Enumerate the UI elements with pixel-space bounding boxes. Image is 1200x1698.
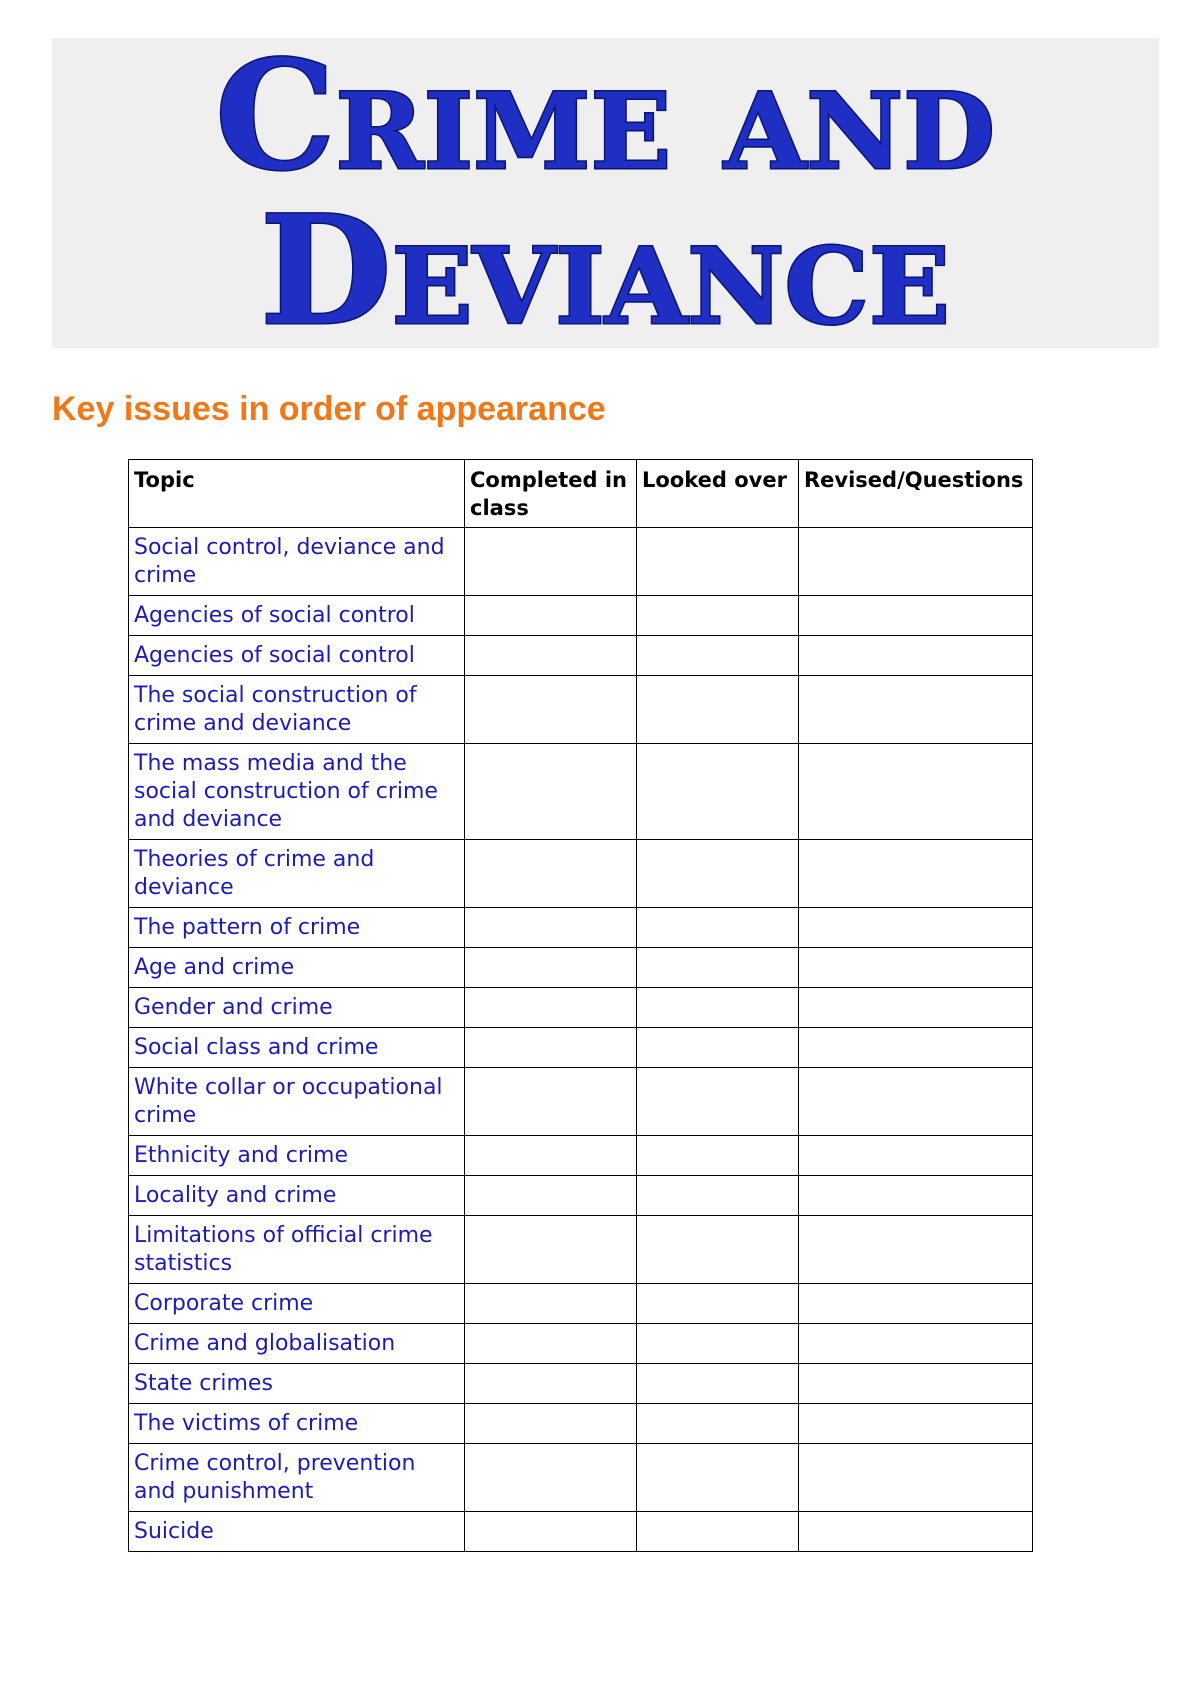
topic-cell: Theories of crime and deviance [129,840,465,908]
looked-over-cell[interactable] [637,1216,799,1284]
title-banner [52,38,1159,348]
table-row [129,636,1033,676]
table-row [129,676,1033,744]
topic-cell: The victims of crime [129,1404,465,1444]
topic-cell: Crime control, prevention and punishment [129,1444,465,1512]
topic-cell: Crime and globalisation [129,1324,465,1364]
looked-over-cell[interactable] [637,908,799,948]
table-row [129,1136,1033,1176]
revised-cell[interactable] [799,1028,1033,1068]
looked-over-cell[interactable] [637,1284,799,1324]
topic-cell: The social construction of crime and deviance [129,676,465,744]
section-heading: Key issues in order of appearance [52,390,606,428]
completed-cell[interactable] [465,1068,637,1136]
completed-cell[interactable] [465,1216,637,1284]
revised-cell[interactable] [799,744,1033,840]
looked-over-cell[interactable] [637,1028,799,1068]
looked-over-cell[interactable] [637,744,799,840]
looked-over-cell[interactable] [637,596,799,636]
table-row [129,1068,1033,1136]
completed-cell[interactable] [465,1444,637,1512]
looked-over-cell[interactable] [637,1324,799,1364]
table-row [129,1364,1033,1404]
looked-over-cell[interactable] [637,1404,799,1444]
revised-cell[interactable] [799,840,1033,908]
looked-over-cell[interactable] [637,1364,799,1404]
looked-over-cell[interactable] [637,676,799,744]
looked-over-cell[interactable] [637,1512,799,1552]
topic-checklist-table [128,459,1033,1552]
table-row [129,1324,1033,1364]
topic-cell: The pattern of crime [129,908,465,948]
looked-over-cell[interactable] [637,1136,799,1176]
completed-cell[interactable] [465,1284,637,1324]
revised-cell[interactable] [799,1068,1033,1136]
header-looked-over: Looked over [637,460,799,528]
table-row [129,596,1033,636]
table-row [129,1028,1033,1068]
revised-cell[interactable] [799,1216,1033,1284]
revised-cell[interactable] [799,988,1033,1028]
completed-cell[interactable] [465,744,637,840]
revised-cell[interactable] [799,1284,1033,1324]
table-row [129,1444,1033,1512]
topic-cell: The mass media and the social construction of crime and deviance [129,744,465,840]
topic-cell: Social control, deviance and crime [129,528,465,596]
table-row [129,988,1033,1028]
topic-cell: Gender and crime [129,988,465,1028]
table-row [129,908,1033,948]
topic-cell: Corporate crime [129,1284,465,1324]
table-row [129,1176,1033,1216]
completed-cell[interactable] [465,1404,637,1444]
revised-cell[interactable] [799,1512,1033,1552]
completed-cell[interactable] [465,988,637,1028]
topic-cell: Agencies of social control [129,636,465,676]
topic-cell: White collar or occupational crime [129,1068,465,1136]
revised-cell[interactable] [799,1364,1033,1404]
topic-cell: Locality and crime [129,1176,465,1216]
revised-cell[interactable] [799,1136,1033,1176]
completed-cell[interactable] [465,1512,637,1552]
header-topic: Topic [129,460,465,528]
revised-cell[interactable] [799,1444,1033,1512]
topic-cell: Agencies of social control [129,596,465,636]
title-line-2: Deviance [260,183,950,348]
revised-cell[interactable] [799,636,1033,676]
table-row [129,1216,1033,1284]
completed-cell[interactable] [465,1136,637,1176]
title-line-1: Crime and [215,38,996,204]
title-graphic [52,38,1159,348]
topic-cell: Age and crime [129,948,465,988]
looked-over-cell[interactable] [637,1444,799,1512]
table-row [129,1284,1033,1324]
completed-cell[interactable] [465,840,637,908]
completed-cell[interactable] [465,636,637,676]
revised-cell[interactable] [799,596,1033,636]
revised-cell[interactable] [799,528,1033,596]
completed-cell[interactable] [465,908,637,948]
completed-cell[interactable] [465,1364,637,1404]
completed-cell[interactable] [465,676,637,744]
topic-cell: Limitations of official crime statistics [129,1216,465,1284]
looked-over-cell[interactable] [637,1068,799,1136]
table-row [129,1404,1033,1444]
looked-over-cell[interactable] [637,988,799,1028]
table-row [129,528,1033,596]
looked-over-cell[interactable] [637,636,799,676]
table-row [129,948,1033,988]
table-row [129,744,1033,840]
looked-over-cell[interactable] [637,948,799,988]
completed-cell[interactable] [465,596,637,636]
completed-cell[interactable] [465,528,637,596]
revised-cell[interactable] [799,1324,1033,1364]
table-body [129,528,1033,1552]
looked-over-cell[interactable] [637,840,799,908]
header-completed-in-class: Completed in class [465,460,637,528]
completed-cell[interactable] [465,1028,637,1068]
revised-cell[interactable] [799,676,1033,744]
revised-cell[interactable] [799,1404,1033,1444]
topic-cell: State crimes [129,1364,465,1404]
looked-over-cell[interactable] [637,528,799,596]
topic-cell: Ethnicity and crime [129,1136,465,1176]
completed-cell[interactable] [465,1324,637,1364]
completed-cell[interactable] [465,948,637,988]
revised-cell[interactable] [799,948,1033,988]
completed-cell[interactable] [465,1176,637,1216]
table-header-row [129,460,1033,528]
table-row [129,840,1033,908]
topic-cell: Suicide [129,1512,465,1552]
revised-cell[interactable] [799,1176,1033,1216]
header-revised-questions: Revised/Questions [799,460,1033,528]
revised-cell[interactable] [799,908,1033,948]
topic-cell: Social class and crime [129,1028,465,1068]
looked-over-cell[interactable] [637,1176,799,1216]
table-row [129,1512,1033,1552]
